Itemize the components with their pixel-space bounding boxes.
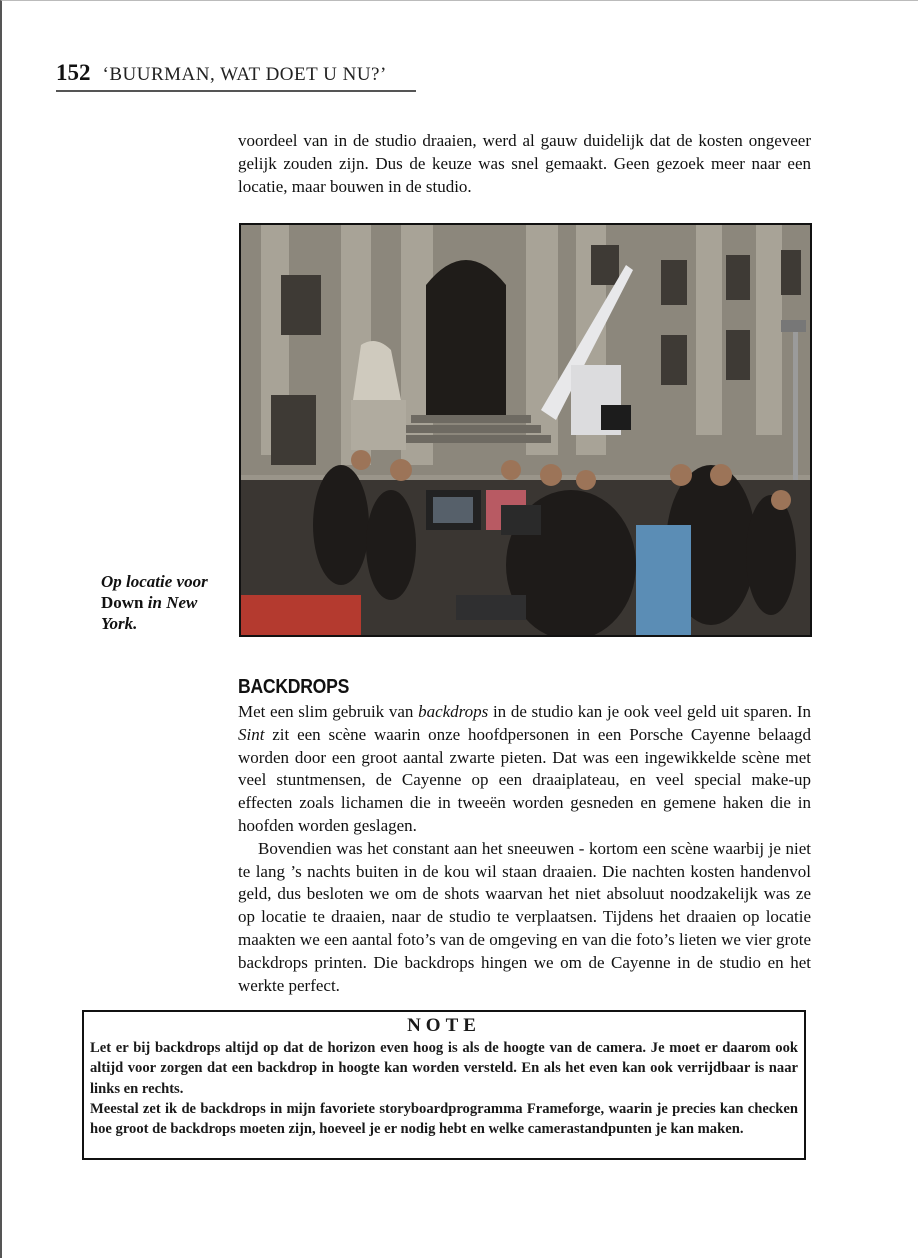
photo-illustration xyxy=(241,225,810,635)
section-paragraph-2: Bovendien was het constant aan het sneeuwen - kortom een scène waarbij je niet te lang ’s nachts buiten in de kou wil staan draaien. Die nachten kosten handenvol geld, dus besloten we om de shots waarvan het niet absoluut noodzakelijk was ze op locatie te draaien, naar de studio te verplaatsen. Tijdens het draaien op locatie maakten we een aantal foto’s van de omgeving en van die foto’s lieten we vier grote backdrops printen. Die backdrops hingen we om de Cayenne in de studio en het werkte perfect. xyxy=(238,838,811,995)
note-paragraph-2: Meestal zet ik de backdrops in mijn favoriete storyboardprogramma Frameforge, waarin je precies kan checken hoe groot de backdrops moeten zijn, hoeveel je er nodig hebt en welke camerastandpunten je kan maken. xyxy=(90,1100,798,1138)
photo-caption xyxy=(101,571,231,634)
p1-segment-c: zit een scène waarin onze hoofdpersonen in een Porsche Cayenne belaagd worden door een groot aantal zwarte pieten. Dat was een ingewikkelde scène met veel stuntmensen, de Cayenne op een draaiplateau, en veel special make-up effecten zoals lichamen die in tweeën worden gesneden en gemene haken die in hoofden worden geslagen. xyxy=(238,724,811,835)
section-heading: BACKDROPS xyxy=(238,676,350,698)
note-title: NOTE xyxy=(407,1015,481,1036)
caption-text-2: in New York. xyxy=(101,593,198,633)
caption-text-1: Op locatie voor xyxy=(101,572,208,591)
chapter-title: ‘BUURMAN, WAT DOET U NU?’ xyxy=(102,64,387,85)
intro-paragraph xyxy=(238,130,811,198)
p1-emphasis-backdrops: backdrops xyxy=(418,702,489,721)
running-head xyxy=(56,60,416,92)
section-paragraph-1 xyxy=(238,701,811,838)
section-body xyxy=(238,701,811,997)
note-paragraph-1: Let er bij backdrops altijd op dat de horizon even hoog is als de hoogte van de camera. Je moet er daarom ook altijd voor zorgen dat een backdrop in hoogte kan worden versteld. En als het even kan ook verrijdbaar is naar links en rechts. xyxy=(90,1040,798,1097)
intro-text: voordeel van in de studio draaien, werd al gauw duidelijk dat de kosten ongeveer gelijk zouden zijn. Dus de keuze was snel gemaakt. Geen gezoek meer naar een locatie, maar bouwen in de studio. xyxy=(238,131,811,196)
location-photo xyxy=(239,223,812,637)
page-number: 152 xyxy=(56,60,91,85)
caption-film-title: Down xyxy=(101,593,144,612)
p1-segment-a: Met een slim gebruik van xyxy=(238,702,414,721)
p1-emphasis-sint: Sint xyxy=(238,724,265,744)
p1-segment-b: in de studio kan je ook veel geld uit sparen. In xyxy=(492,702,812,721)
note-box xyxy=(82,1010,806,1160)
